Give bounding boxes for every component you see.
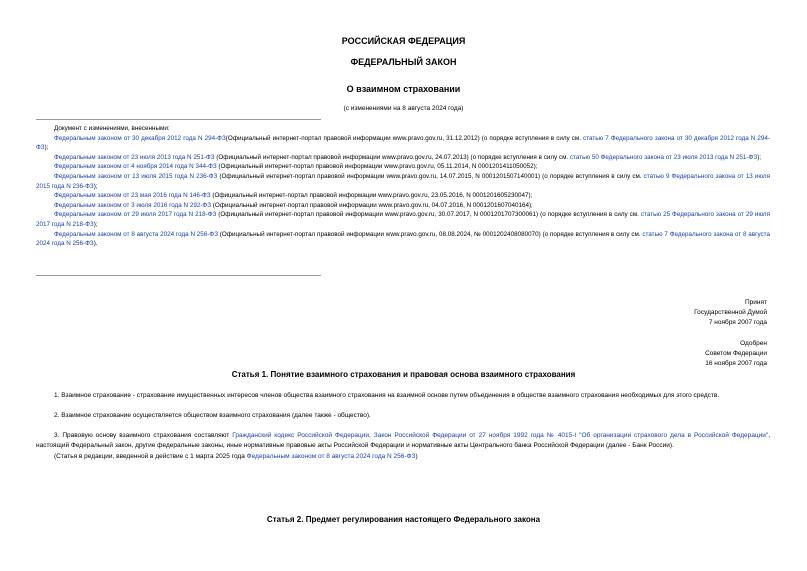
article-1-para-3 bbox=[36, 431, 770, 451]
para-3-end: , настоящий Федеральный закон, другие федеральные законы, иные нормативные правовые акты Российской Федерации и нормативные акты Центрального банка Российской Федерации (далее - Банк России). bbox=[36, 432, 771, 449]
amendment-text: (Официальный интернет-портал правовой информации www.pravo.gov.ru, 05.11.2014, N 0001201411050052); bbox=[216, 163, 538, 171]
article-1-para-1: 1. Взаимное страхование - страхование имущественных интересов членов общества взаимного страхования на взаимной основе путем объединения в обществе взаимного страхования необходимых для этого средств. bbox=[54, 392, 720, 399]
amendment-link[interactable]: Федеральным законом от 4 ноября 2014 года N 344-ФЗ bbox=[54, 163, 217, 171]
amendment-link[interactable]: Федеральным законом от 30 декабря 2012 года N 294-ФЗ bbox=[54, 134, 226, 142]
amendment-item bbox=[36, 230, 770, 249]
amendment-link[interactable]: Федеральным законом от 29 июля 2017 года N 218-ФЗ bbox=[54, 211, 217, 219]
adoption-label: Принят bbox=[744, 299, 767, 306]
amendment-link[interactable]: Федеральным законом от 23 июля 2013 года N 251-ФЗ bbox=[54, 153, 215, 161]
amendment-text: (Официальный интернет-портал правовой информации www.pravo.gov.ru, 04.07.2016, N 0001201607040164); bbox=[211, 201, 533, 209]
amendment-item bbox=[36, 210, 770, 229]
amendment-tail: ). bbox=[93, 240, 98, 248]
note-start: (Статья в редакции, введенной в действие с 1 марта 2025 года bbox=[54, 453, 247, 460]
article-1-para-2: 2. Взаимное страхование осуществляется обществом взаимного страхования (далее также - общество). bbox=[54, 412, 371, 419]
article-link[interactable]: статью 7 Федерального закона от 30 декабря 2012 года N 294-ФЗ bbox=[36, 134, 771, 152]
law-type-heading: ФЕДЕРАЛЬНЫЙ ЗАКОН bbox=[350, 57, 457, 67]
edition-note: (с изменениями на 8 августа 2024 года) bbox=[343, 105, 464, 112]
amendment-item bbox=[36, 162, 770, 172]
amendment-tail: ); bbox=[93, 220, 98, 228]
law-title: О взаимном страховании bbox=[346, 84, 461, 94]
amendment-tail: ); bbox=[757, 153, 761, 161]
approval-date: 16 ноября 2007 года bbox=[705, 360, 767, 367]
note-end: ) bbox=[415, 453, 418, 460]
adoption-date: 7 ноября 2007 года bbox=[708, 319, 767, 326]
amendment-item bbox=[36, 172, 770, 191]
approval-label: Одобрен bbox=[740, 340, 767, 347]
amendment-link[interactable]: Федеральным законом от 8 августа 2024 года N 256-ФЗ bbox=[54, 230, 218, 238]
adoption-body: Государственной Думой bbox=[694, 309, 767, 316]
amendments-block bbox=[36, 124, 770, 249]
article-link[interactable]: статью 9 Федерального закона от 13 июля 2015 года N 236-ФЗ bbox=[36, 172, 770, 190]
amendment-item bbox=[36, 153, 770, 163]
article-1-title: Статья 1. Понятие взаимного страхования и правовая основа взаимного страхования bbox=[231, 370, 576, 379]
amendment-item bbox=[36, 191, 770, 201]
para-3-start: 3. Правовую основу взаимного страхования составляют bbox=[54, 432, 233, 439]
amendment-text: (Официальный интернет-портал правовой информации www.pravo.gov.ru, 30.07.2017, N 0001201707300061) (о порядке вступления в силу см. bbox=[216, 211, 641, 219]
amendment-text: (Официальный интернет-портал правовой информации www.pravo.gov.ru, 31.12.2012) (о порядке вступления в силу см. bbox=[225, 134, 584, 142]
divider-bottom bbox=[36, 275, 321, 276]
amendment-tail: ); bbox=[44, 144, 49, 152]
amendment-tail: ); bbox=[93, 182, 98, 190]
amendment-item bbox=[36, 201, 770, 211]
amendment-text: (Официальный интернет-портал правовой информации www.pravo.gov.ru, 24.07.2013) (о порядке вступления в силу см. bbox=[214, 153, 570, 161]
note-law-link[interactable]: Федеральным законом от 8 августа 2024 года N 256-ФЗ bbox=[246, 453, 416, 460]
legal-basis-link[interactable]: Гражданский кодекс Российской Федерации, Закон Российской Федерации от 27 ноября 1992 года № 4015-I "Об организации страхового дела в Российской Федерации" bbox=[232, 432, 769, 439]
amendments-intro: Документ с изменениями, внесенными: bbox=[54, 125, 170, 132]
article-1-body bbox=[36, 391, 770, 462]
amendment-text: (Официальный интернет-портал правовой информации www.pravo.gov.ru, 08.08.2024, № 0001202408080070) (о порядке вступления в силу см. bbox=[218, 230, 643, 238]
amendment-text: (Официальный интернет-портал правовой информации www.pravo.gov.ru, 23.05.2016, N 0001201605230047); bbox=[210, 192, 533, 200]
article-2-title: Статья 2. Предмет регулирования настоящего Федерального закона bbox=[266, 515, 541, 524]
duma-adoption bbox=[694, 298, 767, 328]
amendment-link[interactable]: Федеральным законом от 3 июля 2016 года N 292-ФЗ bbox=[54, 201, 212, 209]
article-link[interactable]: статью 50 Федерального закона от 23 июля 2013 года N 251-ФЗ bbox=[569, 153, 758, 161]
article-link[interactable]: статью 7 Федерального закона от 8 августа 2024 года N 256-ФЗ bbox=[36, 230, 770, 248]
amendment-link[interactable]: Федеральным законом от 23 мая 2016 года N 146-ФЗ bbox=[54, 192, 211, 200]
amendment-item bbox=[36, 134, 770, 153]
divider-top bbox=[36, 119, 321, 120]
amendment-link[interactable]: Федеральным законом от 13 июля 2015 года N 236-ФЗ bbox=[54, 172, 218, 180]
country-heading: РОССИЙСКАЯ ФЕДЕРАЦИЯ bbox=[341, 36, 466, 46]
edition-note-article-1 bbox=[36, 452, 770, 462]
article-link[interactable]: статью 25 Федерального закона от 29 июля 2017 года N 218-ФЗ bbox=[36, 211, 771, 228]
council-approval bbox=[705, 339, 767, 369]
amendment-text: (Официальный интернет-портал правовой информации www.pravo.gov.ru, 14.07.2015, N 0001201507140001) (о порядке вступления в силу см. bbox=[217, 172, 644, 180]
approval-body: Советом Федерации bbox=[705, 350, 767, 357]
